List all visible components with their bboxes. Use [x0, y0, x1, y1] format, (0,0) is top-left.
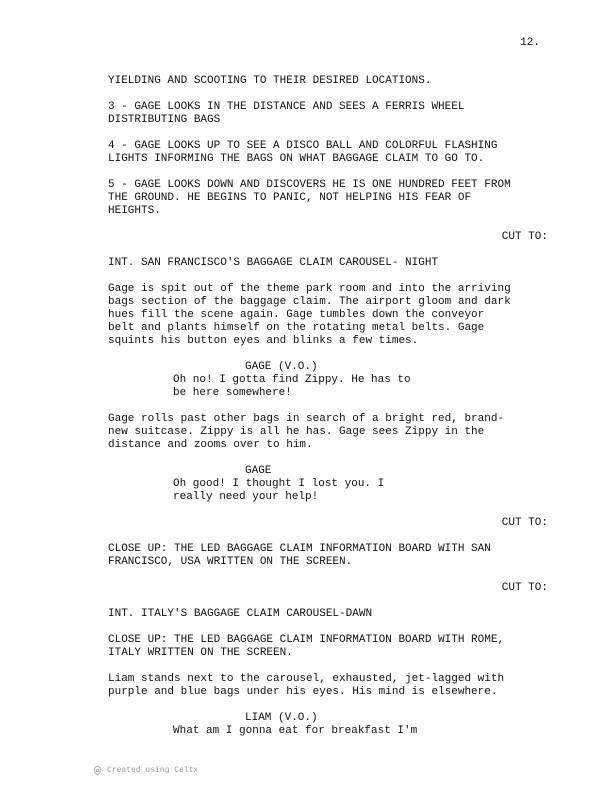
scene-heading: INT. ITALY'S BAGGAGE CLAIM CAROUSEL-DAWN — [108, 608, 373, 620]
action-shot-5: 5 - GAGE LOOKS DOWN AND DISCOVERS HE IS ONE HUNDRED FEET FROM THE GROUND. HE BEGINS TO PANIC, NOT HELPING HIS FEAR OF HEIGHTS. — [108, 179, 511, 217]
action-shot-3: 3 - GAGE LOOKS IN THE DISTANCE AND SEES A FERRIS WHEEL DISTRIBUTING BAGS — [108, 101, 465, 126]
action-paragraph: Gage rolls past other bags in search of a bright red, brand- new suitcase. Zippy is all he has. Gage sees Zippy in the distance and zooms over to him. — [108, 413, 505, 451]
action-paragraph: Liam stands next to the carousel, exhausted, jet-lagged with purple and blue bags under his eyes. His mind is elsewhere. — [108, 673, 505, 698]
footer-text: Created using Celtx — [107, 765, 199, 775]
transition-cut-to: CUT TO: — [501, 582, 548, 594]
page-number: 12. — [520, 37, 540, 49]
dialogue: Oh no! I gotta find Zippy. He has to be here somewhere! — [173, 374, 411, 399]
scene-heading: INT. SAN FRANCISCO'S BAGGAGE CLAIM CAROUSEL- NIGHT — [108, 257, 439, 269]
action-shot-4: 4 - GAGE LOOKS UP TO SEE A DISCO BALL AND COLORFUL FLASHING LIGHTS INFORMING THE BAGS ON WHAT BAGGAGE CLAIM TO GO TO. — [108, 140, 498, 165]
footer-watermark — [93, 765, 198, 776]
action-close-up: CLOSE UP: THE LED BAGGAGE CLAIM INFORMATION BOARD WITH SAN FRANCISCO, USA WRITTEN ON THE SCREEN. — [108, 543, 491, 568]
character-name: GAGE — [245, 465, 272, 477]
dialogue: What am I gonna eat for breakfast I'm — [173, 725, 418, 737]
action-line: YIELDING AND SCOOTING TO THEIR DESIRED LOCATIONS. — [108, 75, 432, 87]
celtx-logo-icon — [93, 765, 102, 776]
dialogue: Oh good! I thought I lost you. I really need your help! — [173, 478, 385, 503]
action-paragraph: Gage is spit out of the theme park room and into the arriving bags section of the baggage claim. The airport gloom and dark hues fill the scene again. Gage tumbles down the conveyor belt and plants himself on the rotating metal belts. Gage squints his button eyes and blinks a few times. — [108, 283, 511, 347]
action-close-up: CLOSE UP: THE LED BAGGAGE CLAIM INFORMATION BOARD WITH ROME, ITALY WRITTEN ON THE SCREEN. — [108, 634, 505, 659]
transition-cut-to: CUT TO: — [501, 231, 548, 243]
character-name: GAGE (V.O.) — [245, 361, 318, 373]
character-name: LIAM (V.O.) — [245, 712, 318, 724]
transition-cut-to: CUT TO: — [501, 517, 548, 529]
